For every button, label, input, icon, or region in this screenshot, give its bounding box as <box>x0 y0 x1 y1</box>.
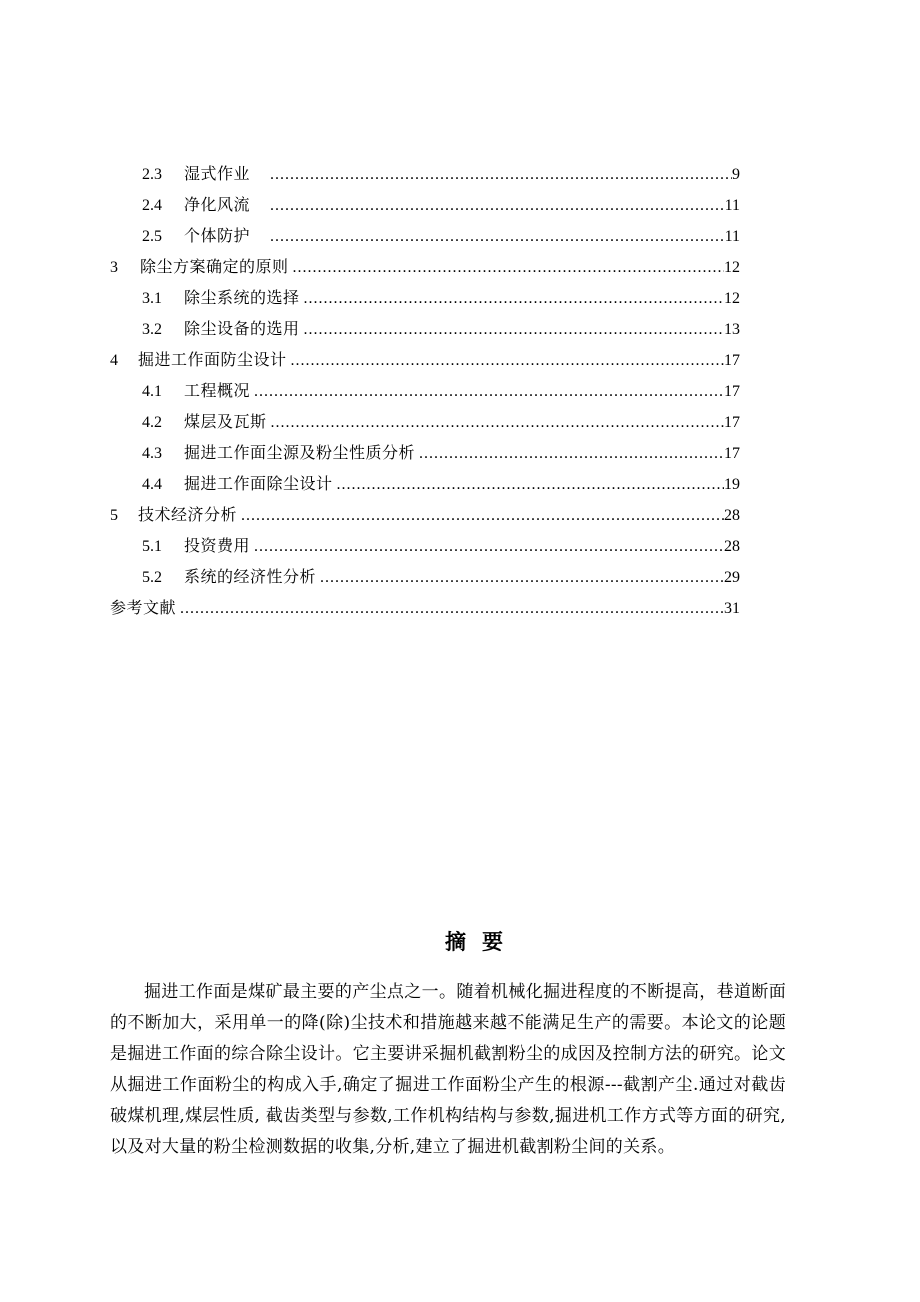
toc-entry-title: 掘进工作面防尘设计 <box>138 350 287 369</box>
toc-entry-page: 17 <box>724 383 740 400</box>
table-of-contents <box>110 158 740 623</box>
toc-leader-dots <box>270 159 732 189</box>
toc-entry-title: 煤层及瓦斯 <box>184 412 267 431</box>
toc-entry-title: 掘进工作面尘源及粉尘性质分析 <box>184 443 416 462</box>
toc-entry-5[interactable] <box>110 499 740 530</box>
toc-leader-dots <box>304 283 724 313</box>
toc-entry-4-1[interactable] <box>110 375 740 406</box>
toc-leader-dots <box>270 221 725 251</box>
toc-leader-dots <box>293 252 724 282</box>
toc-leader-dots <box>254 531 724 561</box>
toc-leader-dots <box>180 593 724 623</box>
toc-entry-number: 4.4 <box>142 476 162 493</box>
toc-entry-3[interactable] <box>110 251 740 282</box>
toc-entry-title: 参考文献 <box>110 598 177 617</box>
toc-entry-title: 除尘设备的选用 <box>184 319 300 338</box>
toc-entry-4-2[interactable] <box>110 406 740 437</box>
toc-leader-dots <box>419 438 724 468</box>
toc-entry-references[interactable] <box>110 592 740 623</box>
toc-entry-page: 29 <box>724 569 740 586</box>
toc-entry-page: 12 <box>724 259 740 276</box>
toc-entry-title: 工程概况 <box>184 381 251 400</box>
toc-entry-2-3[interactable] <box>110 158 740 189</box>
toc-entry-4[interactable] <box>110 344 740 375</box>
toc-entry-page: 11 <box>724 197 740 214</box>
toc-entry-title: 除尘方案确定的原则 <box>140 257 289 276</box>
toc-entry-page: 19 <box>724 476 740 493</box>
toc-entry-number: 4 <box>110 352 118 369</box>
toc-entry-title: 除尘系统的选择 <box>184 288 300 307</box>
toc-entry-number: 3.1 <box>142 290 162 307</box>
toc-entry-4-4[interactable] <box>110 468 740 499</box>
toc-entry-page: 11 <box>724 228 740 245</box>
toc-entry-number: 3 <box>110 259 118 276</box>
toc-entry-title: 系统的经济性分析 <box>184 567 317 586</box>
toc-entry-number: 4.1 <box>142 383 162 400</box>
toc-entry-5-2[interactable] <box>110 561 740 592</box>
toc-leader-dots <box>337 469 724 499</box>
toc-entry-number: 5 <box>110 507 118 524</box>
toc-leader-dots <box>320 562 724 592</box>
toc-entry-number: 2.3 <box>142 166 162 183</box>
toc-entry-page: 17 <box>724 352 740 369</box>
toc-entry-page: 17 <box>724 445 740 462</box>
toc-leader-dots <box>291 345 724 375</box>
toc-entry-title: 技术经济分析 <box>138 505 238 524</box>
toc-entry-number: 4.3 <box>142 445 162 462</box>
abstract-heading: 摘要 <box>445 930 519 954</box>
toc-entry-title: 湿式作业 <box>184 164 251 183</box>
toc-entry-page: 13 <box>724 321 740 338</box>
toc-leader-dots <box>271 407 724 437</box>
toc-entry-number: 5.2 <box>142 569 162 586</box>
toc-entry-2-4[interactable] <box>110 189 740 220</box>
toc-entry-page: 17 <box>724 414 740 431</box>
toc-entry-title: 掘进工作面除尘设计 <box>184 474 333 493</box>
toc-entry-number: 2.5 <box>142 228 162 245</box>
toc-entry-number: 2.4 <box>142 197 162 214</box>
toc-entry-number: 3.2 <box>142 321 162 338</box>
toc-entry-3-1[interactable] <box>110 282 740 313</box>
toc-leader-dots <box>270 190 725 220</box>
toc-entry-page: 12 <box>724 290 740 307</box>
toc-entry-3-2[interactable] <box>110 313 740 344</box>
toc-entry-page: 31 <box>724 600 740 617</box>
abstract-paragraph: 掘进工作面是煤矿最主要的产尘点之一。随着机械化掘进程度的不断提高，巷道断面的不断加大，采用单一的降(除)尘技术和措施越来越不能满足生产的需要。本论文的论题是掘进工作面的综合除尘设计。它主要讲采掘机截割粉尘的成因及控制方法的研究。论文从掘进工作面粉尘的构成入手,确定了掘进工作面粉尘产生的根源---截割产尘.通过对截齿破煤机理,煤层性质, 截齿类型与参数,工作机构结构与参数,掘进机工作方式等方面的研究,以及对大量的粉尘检测数据的收集,分析,建立了掘进机截割粉尘间的关系。 <box>110 982 786 1157</box>
toc-leader-dots <box>254 376 724 406</box>
toc-entry-title: 个体防护 <box>184 226 251 245</box>
toc-entry-number: 4.2 <box>142 414 162 431</box>
toc-entry-5-1[interactable] <box>110 530 740 561</box>
toc-entry-number: 5.1 <box>142 538 162 555</box>
toc-leader-dots <box>304 314 724 344</box>
toc-entry-4-3[interactable] <box>110 437 740 468</box>
toc-entry-title: 投资费用 <box>184 536 251 555</box>
toc-entry-title: 净化风流 <box>184 195 251 214</box>
toc-entry-page: 28 <box>724 538 740 555</box>
toc-entry-page: 9 <box>732 166 740 183</box>
toc-leader-dots <box>241 500 724 530</box>
toc-entry-page: 28 <box>724 507 740 524</box>
toc-entry-2-5[interactable] <box>110 220 740 251</box>
